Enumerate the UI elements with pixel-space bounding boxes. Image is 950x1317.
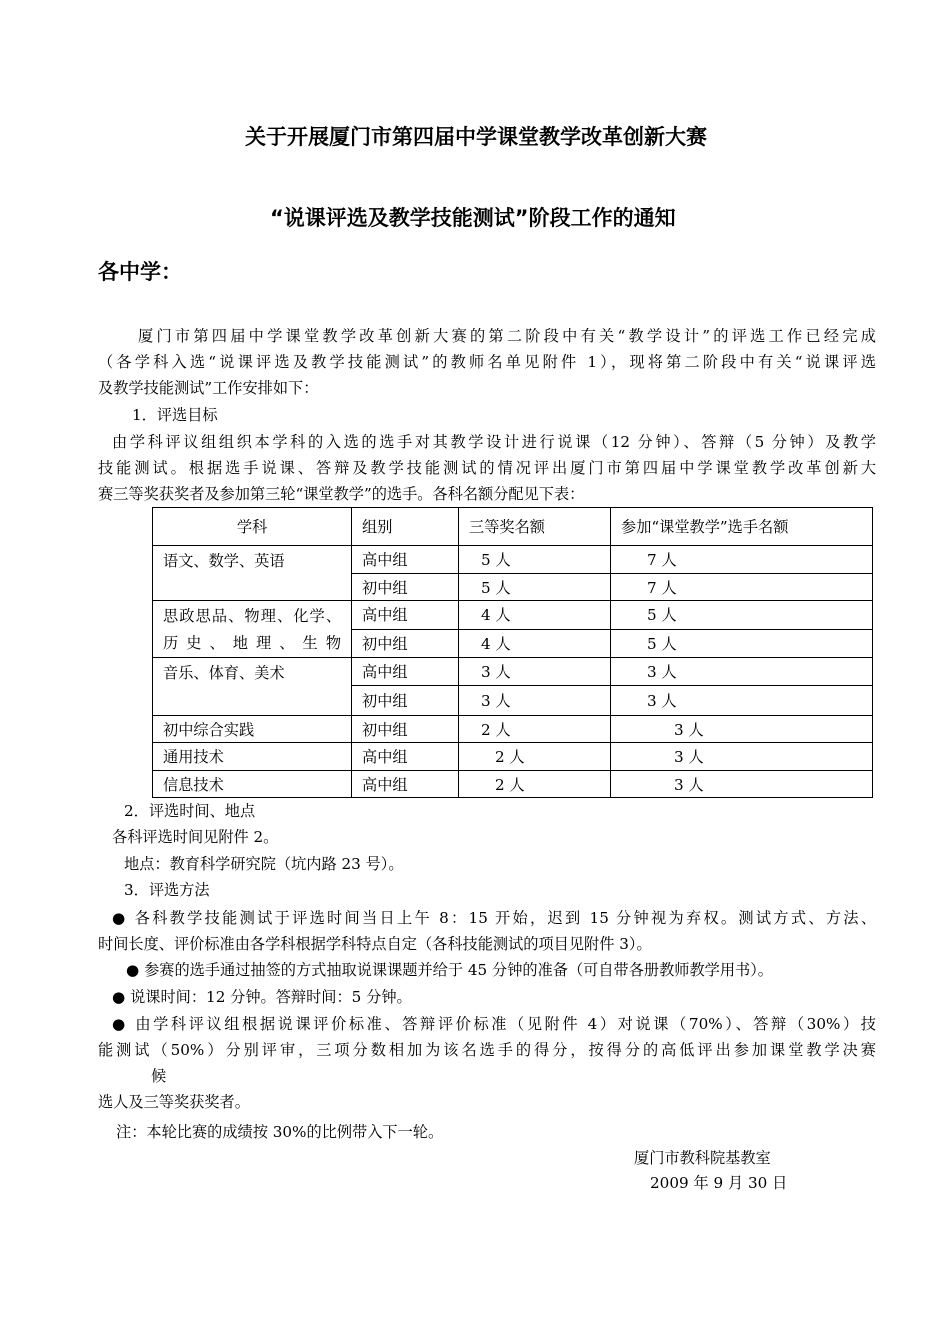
group-cell: 高中组 xyxy=(352,743,459,771)
table-row xyxy=(153,716,873,743)
third-prize-cell: 5 人 xyxy=(459,574,611,601)
signature-org: 厦门市教科院基教室 xyxy=(634,1149,771,1167)
group-cell: 初中组 xyxy=(352,716,459,743)
intro-line: 及教学技能测试”工作安排如下： xyxy=(98,379,319,397)
bullet-1 xyxy=(98,905,876,957)
group-cell: 高中组 xyxy=(352,546,459,574)
title-line-2: “说课评选及教学技能测试”阶段工作的通知 xyxy=(270,206,676,230)
section-1-line: 由学科评议组组织本学科的入选的选手对其教学设计进行说课（12 分钟）、答辩（5 分钟）及教学 xyxy=(112,433,876,451)
table-row xyxy=(153,771,873,798)
section-1-line: 赛三等奖获奖者及参加第三轮“课堂教学”的选手。各科名额分配见下表： xyxy=(98,485,585,503)
participant-cell: 3 人 xyxy=(611,716,873,743)
third-prize-cell: 2 人 xyxy=(459,743,611,771)
intro-paragraph xyxy=(98,323,876,401)
participant-cell: 5 人 xyxy=(611,601,873,630)
bullet-4-line: 选人及三等奖获奖者。 xyxy=(98,1093,250,1111)
table-row xyxy=(153,546,873,574)
bullet-icon: ● xyxy=(112,909,128,927)
subject-cell: 初中综合实践 xyxy=(153,716,352,743)
third-prize-cell: 2 人 xyxy=(459,716,611,743)
intro-line: 厦门市第四届中学课堂教学改革创新大赛的第二阶段中有关“教学设计”的评选工作已经完成 xyxy=(138,327,876,345)
bullet-3 xyxy=(112,986,412,1007)
participant-cell: 3 人 xyxy=(611,686,873,716)
bullet-4-line xyxy=(98,1011,876,1037)
table-header-cell: 参加“课堂教学”选手名额 xyxy=(611,508,873,546)
bullet-2 xyxy=(126,959,773,980)
group-cell: 初中组 xyxy=(352,629,459,658)
bullet-4-text: 由学科评议组根据说课评价标准、答辩评价标准（见附件 4）对说课（70%）、答辩（30%）技 xyxy=(135,1015,876,1033)
participant-cell: 7 人 xyxy=(611,574,873,601)
third-prize-cell: 4 人 xyxy=(459,601,611,630)
section-2-heading: 2．评选时间、地点 xyxy=(124,802,256,820)
group-cell: 高中组 xyxy=(352,771,459,798)
bullet-icon: ● xyxy=(112,1015,128,1033)
bullet-icon: ● xyxy=(126,961,140,979)
participant-cell: 3 人 xyxy=(611,658,873,686)
section-2-place: 地点：教育科学研究院（坑内路 23 号）。 xyxy=(124,855,404,873)
bullet-1-line: 时间长度、评价标准由各学科根据学科特点自定（各科技能测试的项目见附件 3）。 xyxy=(98,935,652,953)
bullet-3-text: 说课时间：12 分钟。答辩时间：5 分钟。 xyxy=(130,988,412,1006)
note: 注：本轮比赛的成绩按 30%的比例带入下一轮。 xyxy=(116,1123,444,1141)
section-1-paragraph xyxy=(98,429,876,507)
bullet-4 xyxy=(98,1011,876,1115)
participant-cell: 3 人 xyxy=(611,771,873,798)
bullet-2-text: 参赛的选手通过抽签的方式抽取说课课题并给于 45 分钟的准备（可自带各册教师教学用书）。 xyxy=(144,961,773,979)
table-row xyxy=(153,658,873,686)
participant-cell: 7 人 xyxy=(611,546,873,574)
third-prize-cell: 3 人 xyxy=(459,658,611,686)
subject-cell: 语文、数学、英语 xyxy=(153,546,352,601)
bullet-1-text: 各科教学技能测试于评选时间当日上午 8：15 开始，迟到 15 分钟视为弃权。测试方式、方法、 xyxy=(134,909,877,927)
title-line-1: 关于开展厦门市第四届中学课堂教学改革创新大赛 xyxy=(245,125,707,149)
table-header-cell: 组别 xyxy=(352,508,459,546)
third-prize-cell: 3 人 xyxy=(459,686,611,716)
section-1-line: 技能测试。根据选手说课、答辩及教学技能测试的情况评出厦门市第四届中学课堂教学改革创新大 xyxy=(98,459,876,477)
third-prize-cell: 4 人 xyxy=(459,629,611,658)
subject-cell: 信息技术 xyxy=(153,771,352,798)
signature-date: 2009 年 9 月 30 日 xyxy=(650,1174,788,1192)
salutation: 各中学： xyxy=(98,260,182,284)
subject-cell: 音乐、体育、美术 xyxy=(153,658,352,716)
table-row xyxy=(153,743,873,771)
subject-cell: 通用技术 xyxy=(153,743,352,771)
intro-line: （各学科入选“说课评选及教学技能测试”的教师名单见附件 1），现将第二阶段中有关“说课评选 xyxy=(98,353,876,371)
section-3-heading: 3．评选方法 xyxy=(124,881,210,899)
table-row xyxy=(153,601,873,630)
group-cell: 高中组 xyxy=(352,658,459,686)
third-prize-cell: 2 人 xyxy=(459,771,611,798)
third-prize-cell: 5 人 xyxy=(459,546,611,574)
table-header-cell: 三等奖名额 xyxy=(459,508,611,546)
participant-cell: 5 人 xyxy=(611,629,873,658)
section-2-time: 各科评选时间见附件 2。 xyxy=(112,828,279,846)
group-cell: 初中组 xyxy=(352,574,459,601)
table-header-cell: 学科 xyxy=(153,508,352,546)
section-1-heading: 1．评选目标 xyxy=(132,406,218,424)
group-cell: 高中组 xyxy=(352,601,459,630)
bullet-icon: ● xyxy=(112,988,126,1006)
bullet-4-line: 能测试（50%）分别评审，三项分数相加为该名选手的得分，按得分的高低评出参加课堂教学决赛 xyxy=(98,1041,876,1059)
quota-table xyxy=(152,507,873,798)
group-cell: 初中组 xyxy=(352,686,459,716)
subject-cell: 思政思品、物理、化学、历史、地理、生物 xyxy=(153,601,352,658)
participant-cell: 3 人 xyxy=(611,743,873,771)
bullet-1-line xyxy=(98,905,876,931)
table-header-row xyxy=(153,508,873,546)
bullet-4-line: 候 xyxy=(151,1067,167,1085)
